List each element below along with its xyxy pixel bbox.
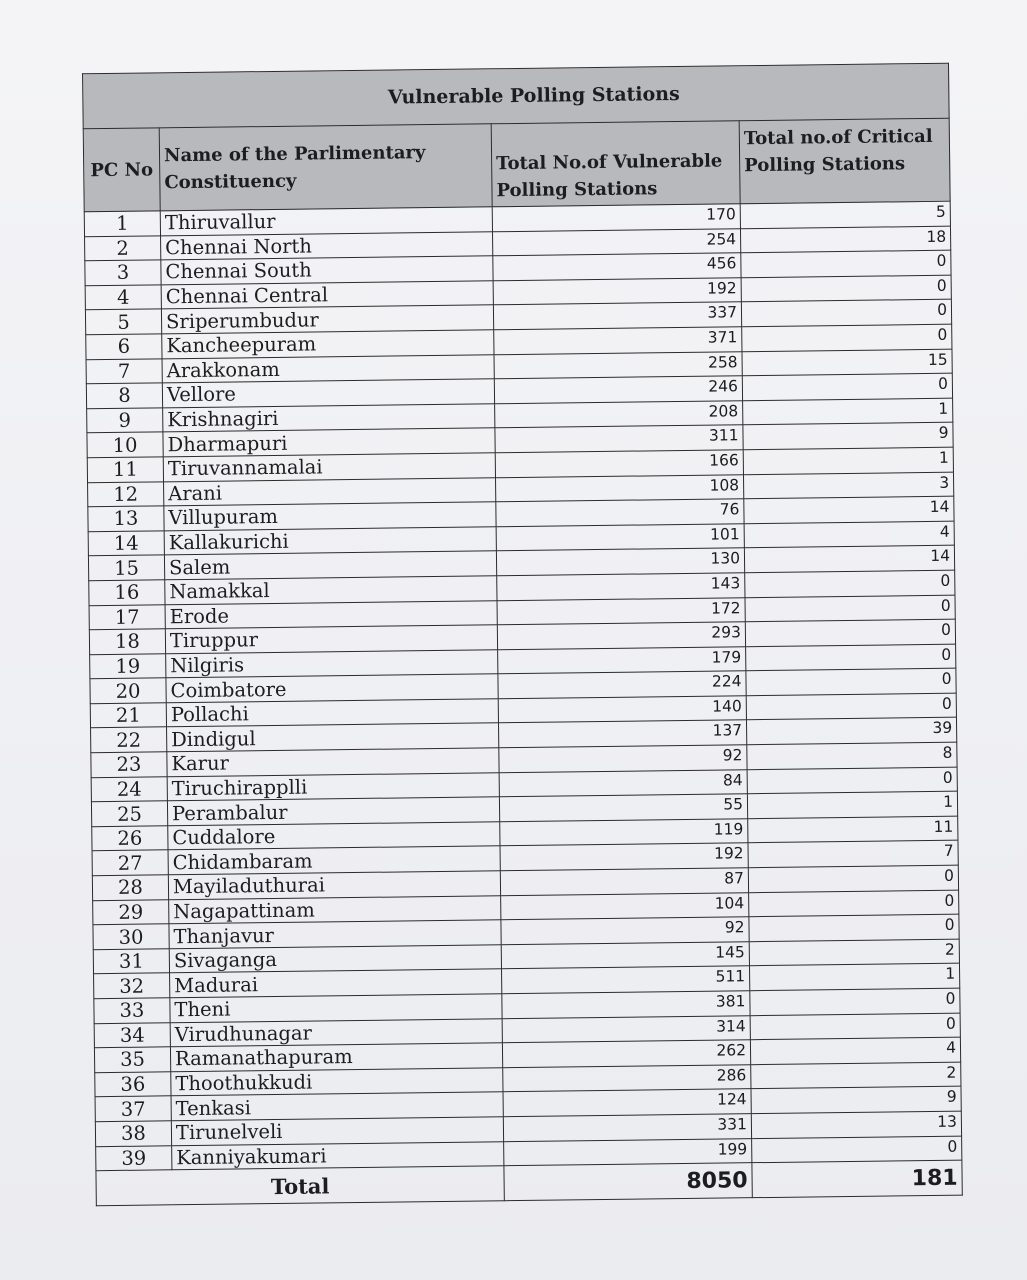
header-critical-stations: Total no.of Critical Polling Stations [739,118,950,204]
vulnerable-count-cell: 104 [501,892,749,920]
vulnerable-count-cell: 246 [494,376,742,404]
constituency-name-cell: Kanniyakumari [172,1141,504,1170]
polling-stations-table [82,63,963,1207]
vulnerable-count-cell: 145 [501,942,749,970]
constituency-name-cell: Chidambaram [168,846,500,875]
constituency-name-cell: Thanjavur [169,920,501,949]
vulnerable-count-cell: 199 [504,1138,752,1166]
critical-count-cell: 0 [741,250,951,277]
vulnerable-count-cell: 166 [495,450,743,478]
critical-count-cell: 3 [743,472,953,499]
total-label: Total [96,1166,504,1206]
critical-count-cell: 14 [744,545,954,572]
critical-count-cell: 0 [745,570,955,597]
vulnerable-count-cell: 224 [498,671,746,699]
pc-no-cell: 16 [89,580,165,606]
vulnerable-count-cell: 92 [501,917,749,945]
critical-count-cell: 7 [748,841,958,868]
vulnerable-count-cell: 87 [500,868,748,896]
vulnerable-count-cell: 258 [494,351,742,379]
constituency-name-cell: Tirunelveli [171,1117,503,1146]
table-body [84,201,962,1171]
pc-no-cell: 27 [92,850,168,876]
pc-no-cell: 30 [93,924,169,950]
pc-no-cell: 32 [94,973,170,999]
pc-no-cell: 33 [94,998,170,1024]
vulnerable-count-cell: 137 [499,720,747,748]
table-title: Vulnerable Polling Stations [83,63,950,129]
constituency-name-cell: Theni [170,994,502,1023]
pc-no-cell: 39 [96,1145,172,1171]
critical-count-cell: 1 [743,447,953,474]
pc-no-cell: 11 [87,457,163,483]
critical-count-cell: 0 [748,865,958,892]
critical-count-cell: 0 [746,644,956,671]
total-vulnerable: 8050 [504,1163,752,1201]
vulnerable-count-cell: 170 [492,204,740,232]
constituency-name-cell: Ramanathapuram [170,1043,502,1072]
pc-no-cell: 26 [92,826,168,852]
constituency-name-cell: Sivaganga [169,945,501,974]
constituency-name-cell: Arakkonam [162,354,494,383]
critical-count-cell: 1 [747,791,957,818]
header-vulnerable-stations: Total No.of Vulnerable Polling Stations [491,121,740,207]
vulnerable-count-cell: 130 [496,548,744,576]
constituency-name-cell: Salem [164,551,496,580]
pc-no-cell: 31 [93,949,169,975]
pc-no-cell: 6 [86,334,162,360]
pc-no-cell: 13 [88,506,164,532]
pc-no-cell: 5 [85,309,161,335]
vulnerable-count-cell: 108 [495,474,743,502]
constituency-name-cell: Madurai [170,969,502,998]
constituency-name-cell: Nagapattinam [169,895,501,924]
critical-count-cell: 14 [744,496,954,523]
vulnerable-count-cell: 192 [500,843,748,871]
header-constituency-name: Name of the Parlimentary Constituency [159,124,492,211]
constituency-name-cell: Dindigul [167,723,499,752]
vulnerable-count-cell: 179 [498,646,746,674]
constituency-name-cell: Sriperumbudur [161,305,493,334]
vulnerable-count-cell: 371 [494,327,742,355]
critical-count-cell: 8 [747,742,957,769]
pc-no-cell: 25 [91,801,167,827]
pc-no-cell: 12 [88,481,164,507]
pc-no-cell: 20 [90,678,166,704]
critical-count-cell: 0 [742,324,952,351]
vulnerable-count-cell: 456 [493,253,741,281]
critical-count-cell: 2 [749,939,959,966]
pc-no-cell: 36 [95,1072,171,1098]
pc-no-cell: 19 [90,653,166,679]
pc-no-cell: 37 [95,1096,171,1122]
pc-no-cell: 34 [94,1022,170,1048]
vulnerable-count-cell: 143 [497,573,745,601]
critical-count-cell: 0 [750,988,960,1015]
constituency-name-cell: Thoothukkudi [171,1068,503,1097]
pc-no-cell: 3 [85,260,161,286]
constituency-name-cell: Mayiladuthurai [168,871,500,900]
critical-count-cell: 0 [752,1136,962,1163]
pc-no-cell: 1 [84,211,160,237]
critical-count-cell: 0 [750,1013,960,1040]
constituency-name-cell: Cuddalore [168,822,500,851]
vulnerable-count-cell: 208 [495,400,743,428]
pc-no-cell: 15 [88,555,164,581]
document-sheet [82,63,962,1233]
critical-count-cell: 0 [741,300,951,327]
constituency-name-cell: Kancheepuram [162,330,494,359]
constituency-name-cell: Pollachi [166,699,498,728]
pc-no-cell: 7 [86,358,162,384]
constituency-name-cell: Coimbatore [166,674,498,703]
vulnerable-count-cell: 262 [502,1040,750,1068]
critical-count-cell: 13 [751,1111,961,1138]
constituency-name-cell: Chennai North [161,231,493,260]
constituency-name-cell: Tenkasi [171,1092,503,1121]
pc-no-cell: 23 [91,752,167,778]
pc-no-cell: 28 [92,875,168,901]
critical-count-cell: 1 [749,964,959,991]
constituency-name-cell: Chennai South [161,256,493,285]
pc-no-cell: 2 [85,235,161,261]
critical-count-cell: 9 [751,1087,961,1114]
critical-count-cell: 0 [745,595,955,622]
constituency-name-cell: Krishnagiri [163,404,495,433]
vulnerable-count-cell: 92 [499,745,747,773]
pc-no-cell: 17 [89,604,165,630]
vulnerable-count-cell: 124 [503,1089,751,1117]
pc-no-cell: 21 [90,703,166,729]
constituency-name-cell: Thiruvallur [160,207,492,236]
critical-count-cell: 5 [740,201,950,228]
constituency-name-cell: Nilgiris [166,649,498,678]
constituency-name-cell: Virudhunagar [170,1018,502,1047]
critical-count-cell: 0 [742,373,952,400]
critical-count-cell: 15 [742,349,952,376]
vulnerable-count-cell: 254 [492,228,740,256]
vulnerable-count-cell: 286 [503,1064,751,1092]
critical-count-cell: 0 [745,619,955,646]
vulnerable-count-cell: 337 [493,302,741,330]
pc-no-cell: 24 [91,776,167,802]
pc-no-cell: 4 [85,285,161,311]
total-critical: 181 [752,1160,962,1198]
vulnerable-count-cell: 311 [495,425,743,453]
critical-count-cell: 4 [744,521,954,548]
pc-no-cell: 10 [87,432,163,458]
table-header-row [83,118,950,212]
critical-count-cell: 0 [746,668,956,695]
vulnerable-count-cell: 101 [496,523,744,551]
constituency-name-cell: Kallakurichi [164,526,496,555]
critical-count-cell: 0 [749,890,959,917]
constituency-name-cell: Dharmapuri [163,428,495,457]
critical-count-cell: 0 [747,767,957,794]
constituency-name-cell: Tiruvannamalai [163,453,495,482]
constituency-name-cell: Vellore [162,379,494,408]
constituency-name-cell: Karur [167,748,499,777]
vulnerable-count-cell: 84 [499,769,747,797]
pc-no-cell: 14 [88,531,164,557]
constituency-name-cell: Chennai Central [161,281,493,310]
critical-count-cell: 9 [743,423,953,450]
vulnerable-count-cell: 76 [496,499,744,527]
constituency-name-cell: Tiruchirapplli [167,772,499,801]
vulnerable-count-cell: 293 [497,622,745,650]
vulnerable-count-cell: 381 [502,991,750,1019]
critical-count-cell: 2 [751,1062,961,1089]
pc-no-cell: 18 [89,629,165,655]
vulnerable-count-cell: 192 [493,278,741,306]
vulnerable-count-cell: 314 [502,1015,750,1043]
pc-no-cell: 8 [86,383,162,409]
critical-count-cell: 18 [740,226,950,253]
constituency-name-cell: Tiruppur [165,625,497,654]
critical-count-cell: 4 [750,1037,960,1064]
constituency-name-cell: Namakkal [165,576,497,605]
constituency-name-cell: Villupuram [164,502,496,531]
critical-count-cell: 1 [743,398,953,425]
pc-no-cell: 29 [93,899,169,925]
vulnerable-count-cell: 331 [503,1114,751,1142]
constituency-name-cell: Arani [164,477,496,506]
critical-count-cell: 0 [741,275,951,302]
critical-count-cell: 0 [746,693,956,720]
vulnerable-count-cell: 119 [500,819,748,847]
header-pc-no: PC No [83,128,160,212]
pc-no-cell: 22 [91,727,167,753]
pc-no-cell: 38 [95,1121,171,1147]
vulnerable-count-cell: 140 [498,696,746,724]
constituency-name-cell: Erode [165,600,497,629]
critical-count-cell: 11 [748,816,958,843]
constituency-name-cell: Perambalur [167,797,499,826]
vulnerable-count-cell: 511 [502,966,750,994]
vulnerable-count-cell: 55 [499,794,747,822]
critical-count-cell: 39 [746,718,956,745]
pc-no-cell: 9 [87,408,163,434]
pc-no-cell: 35 [94,1047,170,1073]
critical-count-cell: 0 [749,914,959,941]
vulnerable-count-cell: 172 [497,597,745,625]
